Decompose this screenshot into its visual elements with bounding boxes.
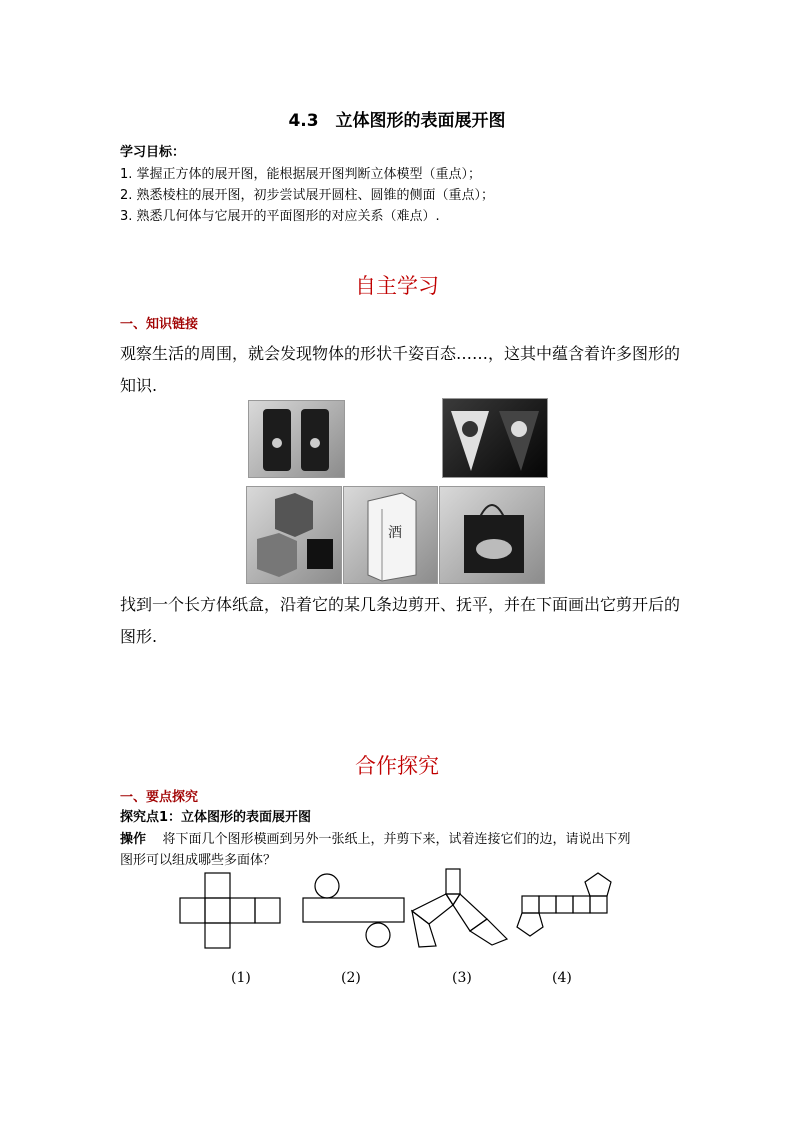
net-pentagonal-prism: [517, 873, 611, 936]
operation-line: [120, 828, 631, 847]
operation-text: 将下面几个图形模画到另外一张纸上，并剪下来，试着连接它们的边，请说出下列: [162, 832, 631, 847]
objective-item: 2. 熟悉棱柱的展开图，初步尝试展开圆柱、圆锥的侧面（重点）；: [120, 188, 495, 203]
objective-item: 1. 掌握正方体的展开图，能根据展开图判断立体模型（重点）；: [120, 167, 482, 182]
section-heading-self-study: 自主学习: [355, 274, 439, 298]
paragraph-line: 图形.: [120, 627, 158, 646]
paragraph-line: 观察生活的周围，就会发现物体的形状千姿百态……，这其中蕴含着许多图形的: [120, 344, 681, 363]
net-diagrams: [170, 865, 620, 960]
photo-tea-cans: [248, 400, 345, 478]
photo-liquor-box: [343, 486, 438, 584]
paragraph-line: 知识.: [120, 376, 158, 395]
paragraph-line: 找到一个长方体纸盒，沿着它的某几条边剪开、抚平，并在下面画出它剪开后的: [120, 595, 681, 614]
photo-hexagonal-boxes: [246, 486, 342, 584]
subheading-knowledge-link: 一、知识链接: [120, 317, 199, 332]
svg-text:酒: 酒: [388, 525, 402, 541]
net-triangular-prism: [412, 869, 507, 947]
operation-line-2: 图形可以组成哪些多面体？: [120, 853, 277, 868]
net-label: (1): [231, 970, 251, 986]
page-title: 4.3 立体图形的表面展开图: [288, 111, 506, 131]
section-heading-cooperation: 合作探究: [355, 754, 439, 778]
objective-item: 3. 熟悉几何体与它展开的平面图形的对应关系（难点）.: [120, 209, 440, 224]
photo-cones: [442, 398, 548, 478]
net-cylinder: [303, 874, 404, 947]
photo-gift-bag: [439, 486, 545, 584]
subheading-key-points: 一、要点探究: [120, 790, 199, 805]
net-cube-cross: [180, 873, 280, 948]
net-label: (3): [452, 970, 472, 986]
net-label: (2): [341, 970, 361, 986]
net-label: (4): [552, 970, 572, 986]
exploration-point: 探究点1：立体图形的表面展开图: [120, 810, 312, 825]
operation-label: 操作: [120, 832, 147, 847]
objectives-heading: 学习目标：: [120, 145, 186, 160]
